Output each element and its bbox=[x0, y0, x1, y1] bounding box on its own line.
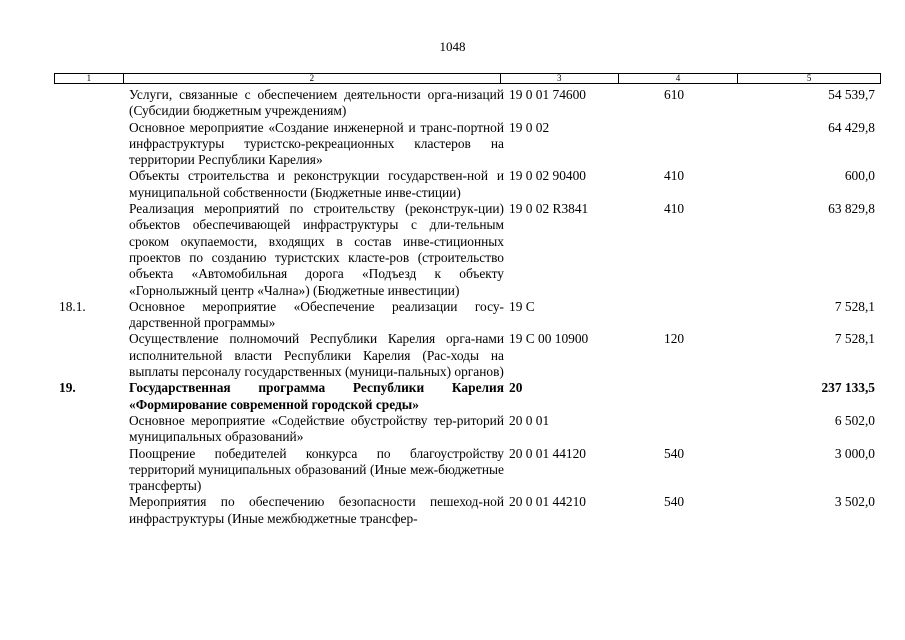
row-vr: 120 bbox=[664, 331, 685, 347]
row-vr bbox=[644, 299, 711, 332]
header-col-4: 4 bbox=[619, 74, 739, 83]
header-col-2: 2 bbox=[124, 74, 501, 83]
table-row bbox=[54, 201, 881, 299]
table-body bbox=[54, 87, 881, 527]
row-code: 20 0 01 44120 bbox=[509, 445, 586, 461]
row-amount: 6 502,0 bbox=[834, 412, 875, 428]
row-name: Государственная программа Республики Карелия «Формирование современной городской среды» bbox=[129, 380, 504, 412]
table-header bbox=[54, 73, 881, 84]
row-code: 19 С bbox=[509, 298, 535, 314]
table-row bbox=[54, 299, 881, 332]
row-name: Мероприятия по обеспечению безопасности пешеход-ной инфраструктуры (Иные межбюджетные трансфер- bbox=[129, 494, 504, 526]
row-vr: 410 bbox=[664, 201, 685, 217]
row-code: 19 0 01 74600 bbox=[509, 87, 586, 102]
row-name: Основное мероприятие «Создание инженерной и транс-портной инфраструктуры туристско-рекреационных кластеров на территории Республики Карелия» bbox=[129, 119, 504, 168]
row-code: 19 0 02 90400 bbox=[509, 168, 586, 184]
row-name: Основное мероприятие «Обеспечение реализации госу-дарственной программы» bbox=[129, 298, 504, 331]
row-number: 19. bbox=[59, 380, 76, 396]
row-amount: 54 539,7 bbox=[828, 87, 875, 102]
row-name: Объекты строительства и реконструкции государствен-ной и муниципальной собственности (Бюджетные инве-стиции) bbox=[129, 168, 504, 200]
row-vr bbox=[644, 120, 711, 169]
row-amount: 3 502,0 bbox=[834, 494, 875, 510]
row-amount: 600,0 bbox=[844, 168, 875, 184]
table-row bbox=[54, 87, 881, 120]
header-col-5: 5 bbox=[806, 73, 812, 83]
row-amount: 237 133,5 bbox=[821, 380, 875, 396]
table-row bbox=[54, 120, 881, 169]
table-row bbox=[54, 168, 881, 201]
row-vr: 540 bbox=[664, 494, 685, 510]
table-row bbox=[54, 494, 881, 527]
row-code: 19 0 02 bbox=[509, 119, 550, 135]
row-number bbox=[54, 494, 129, 527]
header-col-1: 1 bbox=[55, 74, 124, 83]
table-row bbox=[54, 446, 881, 495]
row-name: Поощрение победителей конкурса по благоустройству территорий муниципальных образований (Иные меж-бюджетные трансферты) bbox=[129, 445, 504, 494]
row-name: Осуществление полномочий Республики Карелия орга-нами исполнительной власти Республики Карелия (Рас-ходы на выплаты персоналу государственных (муници-пальных) органов) bbox=[129, 331, 504, 380]
row-vr: 410 bbox=[664, 168, 685, 184]
row-name: Реализация мероприятий по строительству (реконструк-ции) объектов обеспечивающей инфраструктуры с дли-тельным сроком окупаемости, входящих в состав инве-стиционных проектов по созданию туристских класте-ров (строительство объекта «Автомобильная дорога «Подъезд к объекту «Горнолыжный центр «Чална») (Бюджетные инвестиции) bbox=[129, 201, 504, 298]
row-number bbox=[54, 201, 129, 299]
row-name: Основное мероприятие «Содействие обустройству тер-риторий муниципальных образований» bbox=[129, 412, 504, 445]
table-row bbox=[54, 331, 881, 380]
page-number: 1048 bbox=[439, 39, 466, 54]
row-number bbox=[54, 413, 129, 446]
row-code: 20 0 01 bbox=[509, 412, 550, 428]
row-amount: 63 829,8 bbox=[828, 201, 875, 217]
row-number: 18.1. bbox=[59, 298, 86, 314]
row-vr bbox=[644, 413, 711, 446]
row-number bbox=[54, 87, 129, 120]
row-vr bbox=[644, 380, 711, 413]
header-col-3: 3 bbox=[501, 74, 619, 83]
row-amount: 7 528,1 bbox=[834, 298, 875, 314]
row-number bbox=[54, 120, 129, 169]
row-number bbox=[54, 168, 129, 201]
row-code: 19 0 02 R3841 bbox=[509, 201, 589, 217]
row-code: 20 0 01 44210 bbox=[509, 494, 586, 510]
row-code: 19 С 00 10900 bbox=[509, 331, 589, 347]
row-vr: 540 bbox=[664, 445, 685, 461]
row-number bbox=[54, 446, 129, 495]
row-number bbox=[54, 331, 129, 380]
row-amount: 7 528,1 bbox=[834, 331, 875, 347]
table-row bbox=[54, 413, 881, 446]
row-code: 20 bbox=[509, 380, 523, 396]
row-amount: 64 429,8 bbox=[828, 119, 875, 135]
row-amount: 3 000,0 bbox=[834, 445, 875, 461]
row-vr: 610 bbox=[664, 87, 685, 102]
table-row-program bbox=[54, 380, 881, 413]
row-name: Услуги, связанные с обеспечением деятельности орга-низаций (Субсидии бюджетным учреждениям) bbox=[129, 87, 504, 119]
